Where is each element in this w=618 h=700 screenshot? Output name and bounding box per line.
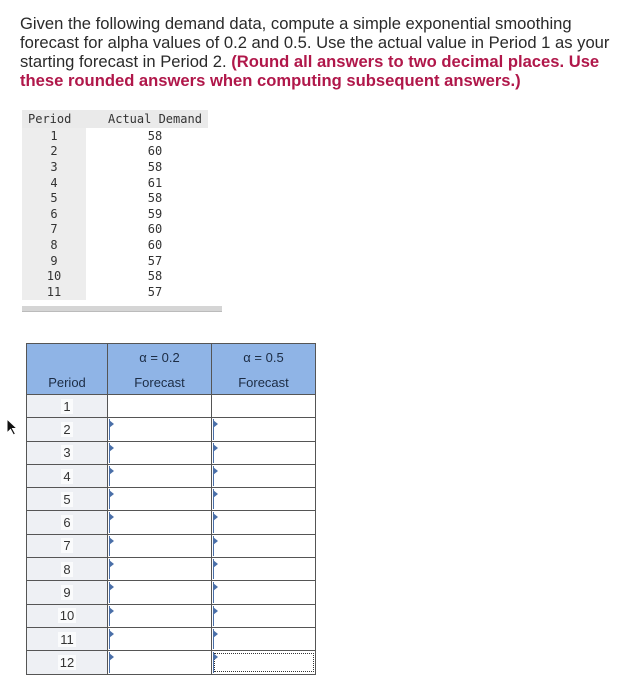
demand-value: 58 <box>147 269 163 284</box>
demand-period: 4 <box>22 175 86 191</box>
question-emphasis: (Round all answers to two decimal places. Use these rounded answers when computing subsequent answers.) <box>20 52 600 90</box>
demand-period: 5 <box>22 190 86 206</box>
period-number: 1 <box>63 398 71 414</box>
demand-row <box>22 144 208 160</box>
forecast-02-input[interactable] <box>108 488 212 511</box>
period-number: 8 <box>63 561 71 577</box>
actual-demand-header: Actual Demand <box>102 110 208 128</box>
demand-row <box>22 128 208 144</box>
demand-period: 8 <box>22 237 86 253</box>
forecast-table <box>26 343 316 675</box>
period-cell <box>27 604 108 627</box>
demand-period: 3 <box>22 159 86 175</box>
period-cell <box>27 441 108 464</box>
forecast-02-input[interactable] <box>108 441 212 464</box>
period-number: 12 <box>59 654 75 670</box>
forecast-05-input[interactable] <box>212 441 316 464</box>
demand-row <box>22 253 208 269</box>
forecast-05-input[interactable] <box>212 534 316 557</box>
table-scrollbar[interactable] <box>22 306 222 312</box>
demand-period: 6 <box>22 206 86 222</box>
forecast-02-input[interactable] <box>108 651 212 674</box>
question-text <box>20 14 610 90</box>
table-row <box>27 651 316 674</box>
demand-row <box>22 206 208 222</box>
question-body: Given the following demand data, compute a simple exponential smoothing forecast for alpha values of 0.2 and 0.5. Use the actual value in Period 1 as your starting forecast in Period 2. <box>20 14 610 71</box>
demand-value: 57 <box>147 284 163 299</box>
period-header: Period <box>22 110 86 128</box>
forecast-05-input[interactable] <box>212 488 316 511</box>
period-cell <box>27 581 108 604</box>
demand-value: 59 <box>147 206 163 221</box>
forecast-02-input[interactable] <box>108 418 212 441</box>
table-row <box>27 464 316 487</box>
table-row <box>27 395 316 418</box>
table-row <box>27 488 316 511</box>
demand-value: 58 <box>147 191 163 206</box>
forecast-05-input[interactable] <box>212 627 316 650</box>
period-column-header: Period <box>27 371 108 395</box>
table-row <box>27 581 316 604</box>
period-cell <box>27 418 108 441</box>
alpha-05-header: α = 0.5 <box>212 344 316 372</box>
period-cell <box>27 488 108 511</box>
forecast-02-input[interactable] <box>108 581 212 604</box>
period-number: 11 <box>60 631 74 647</box>
forecast-05-input-focused[interactable] <box>212 651 316 674</box>
table-row <box>27 511 316 534</box>
blank-cell <box>108 395 212 418</box>
demand-value: 61 <box>147 175 163 190</box>
period-number: 4 <box>63 468 71 484</box>
period-number: 2 <box>63 421 71 437</box>
table-row <box>27 534 316 557</box>
period-header-blank <box>27 344 108 372</box>
table-row <box>27 441 316 464</box>
period-cell <box>27 464 108 487</box>
period-number: 7 <box>63 538 71 554</box>
period-number: 6 <box>63 515 71 531</box>
forecast-02-input[interactable] <box>108 558 212 581</box>
period-number: 3 <box>63 445 71 461</box>
demand-row <box>22 222 208 238</box>
demand-row <box>22 237 208 253</box>
period-cell <box>27 558 108 581</box>
blank-cell <box>212 395 316 418</box>
demand-row <box>22 284 208 300</box>
period-cell <box>27 534 108 557</box>
demand-period: 7 <box>22 222 86 238</box>
demand-period: 10 <box>22 268 86 284</box>
demand-value: 60 <box>147 237 163 252</box>
demand-value: 60 <box>147 144 163 159</box>
forecast-05-header: Forecast <box>212 371 316 395</box>
forecast-05-input[interactable] <box>212 604 316 627</box>
period-number: 10 <box>59 608 75 624</box>
forecast-05-input[interactable] <box>212 464 316 487</box>
demand-value: 60 <box>147 222 163 237</box>
forecast-02-header: Forecast <box>108 371 212 395</box>
demand-period: 9 <box>22 253 86 269</box>
forecast-05-input[interactable] <box>212 418 316 441</box>
forecast-02-input[interactable] <box>108 534 212 557</box>
demand-row <box>22 268 208 284</box>
period-cell <box>27 395 108 418</box>
forecast-02-input[interactable] <box>108 604 212 627</box>
forecast-05-input[interactable] <box>212 581 316 604</box>
period-cell <box>27 627 108 650</box>
demand-value: 58 <box>147 128 163 143</box>
demand-period: 11 <box>22 284 86 300</box>
period-number: 9 <box>63 585 71 601</box>
demand-period: 1 <box>22 128 86 144</box>
demand-row <box>22 190 208 206</box>
period-cell <box>27 511 108 534</box>
demand-row <box>22 175 208 191</box>
demand-data-table <box>22 110 222 300</box>
period-cell <box>27 651 108 674</box>
mouse-cursor-icon <box>6 418 20 436</box>
forecast-05-input[interactable] <box>212 511 316 534</box>
period-number: 5 <box>63 491 71 507</box>
forecast-02-input[interactable] <box>108 627 212 650</box>
forecast-02-input[interactable] <box>108 464 212 487</box>
table-row <box>27 558 316 581</box>
demand-period: 2 <box>22 144 86 160</box>
alpha-02-header: α = 0.2 <box>108 344 212 372</box>
header-gap <box>86 110 102 128</box>
table-row <box>27 418 316 441</box>
forecast-05-input[interactable] <box>212 558 316 581</box>
demand-value: 57 <box>147 253 163 268</box>
forecast-02-input[interactable] <box>108 511 212 534</box>
demand-value: 58 <box>147 159 163 174</box>
demand-row <box>22 159 208 175</box>
table-row <box>27 604 316 627</box>
table-row <box>27 627 316 650</box>
